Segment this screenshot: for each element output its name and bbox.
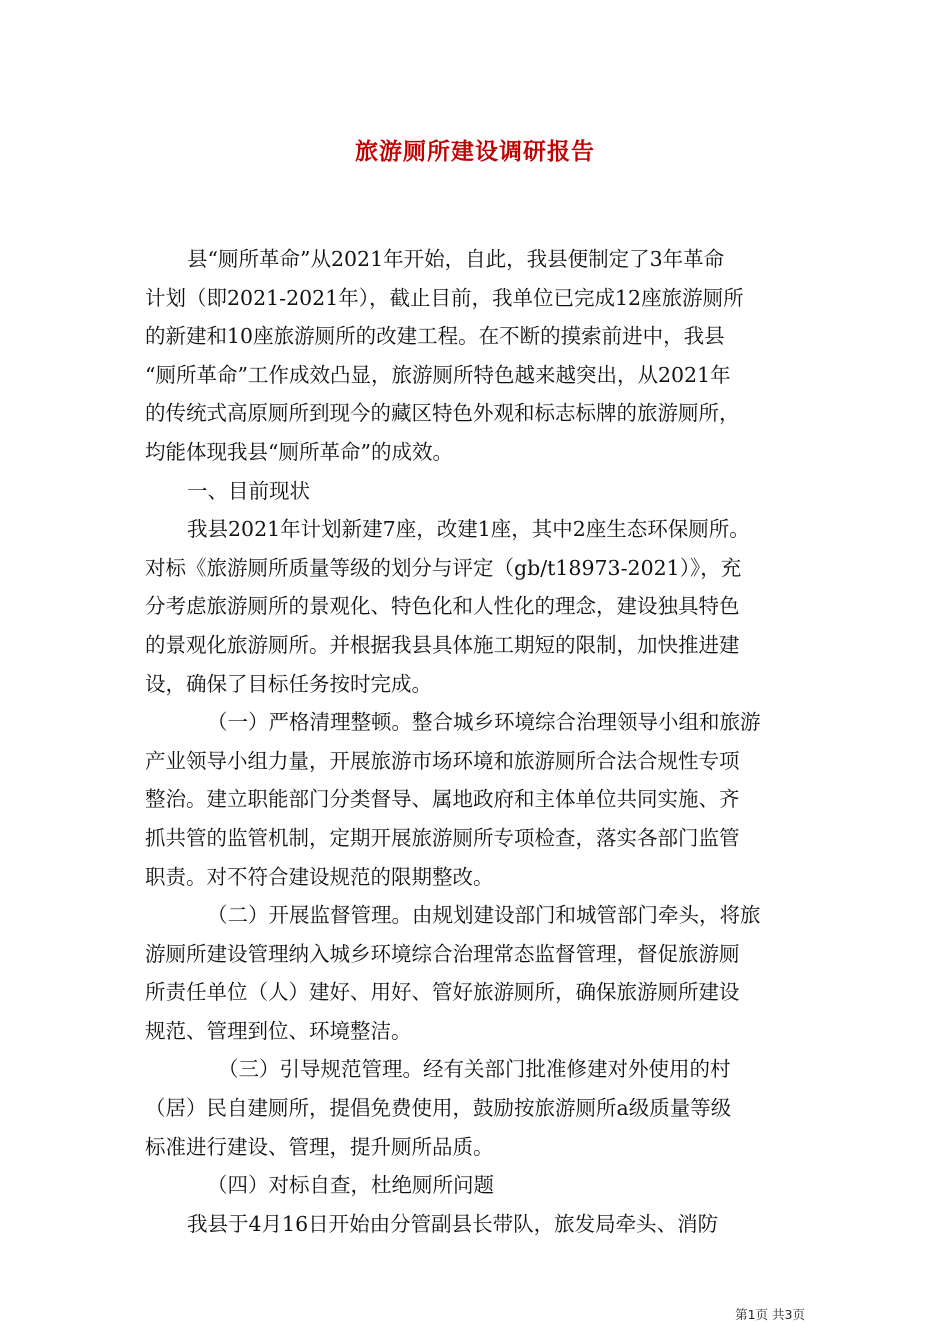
section-heading: （四）对标自查，杜绝厕所问题 — [207, 1173, 494, 1198]
paragraph-line: 的传统式高原厕所到现今的藏区特色外观和标志标牌的旅游厕所， — [145, 401, 740, 426]
paragraph-line: 标准进行建设、管理，提升厕所品质。 — [145, 1134, 494, 1159]
paragraph-line: 我县于4月16日开始由分管副县长带队，旅发局牵头、消防 — [187, 1211, 719, 1236]
document-body — [145, 240, 807, 1243]
paragraph-line: 产业领导小组力量，开展旅游市场环境和旅游厕所合法合规性专项 — [145, 748, 740, 773]
paragraph-line: 分考虑旅游厕所的景观化、特色化和人性化的理念，建设独具特色 — [145, 594, 740, 619]
paragraph-line: （二）开展监督管理。由规划建设部门和城管部门牵头，将旅 — [207, 903, 761, 928]
paragraph-line: 抓共管的监管机制，定期开展旅游厕所专项检查，落实各部门监管 — [145, 825, 740, 850]
page-number: 第1页 共3页 — [735, 1307, 805, 1322]
paragraph-line: 对标《旅游厕所质量等级的划分与评定（gb/t18973-2021）》，充 — [145, 555, 742, 580]
paragraph-line: 的新建和10座旅游厕所的改建工程。在不断的摸索前进中，我县 — [145, 324, 725, 349]
paragraph-line: 职责。对不符合建设规范的限期整改。 — [145, 864, 494, 889]
paragraph-line: 设，确保了目标任务按时完成。 — [145, 671, 432, 696]
paragraph-line: “厕所革命”工作成效凸显，旅游厕所特色越来越突出，从2021年 — [145, 362, 731, 387]
document-title: 旅游厕所建设调研报告 — [355, 139, 595, 165]
paragraph-line: （一）严格清理整顿。整合城乡环境综合治理领导小组和旅游 — [207, 710, 761, 735]
paragraph-line: 均能体现我县“厕所革命”的成效。 — [145, 439, 453, 464]
paragraph-line: 游厕所建设管理纳入城乡环境综合治理常态监督管理，督促旅游厕 — [145, 941, 740, 966]
paragraph-line: 整治。建立职能部门分类督导、属地政府和主体单位共同实施、齐 — [145, 787, 740, 812]
paragraph-line: （居）民自建厕所，提倡免费使用，鼓励按旅游厕所a级质量等级 — [145, 1096, 732, 1121]
paragraph-line: 县“厕所革命”从2021年开始，自此，我县便制定了3年革命 — [187, 247, 725, 271]
paragraph-line: 我县2021年计划新建7座，改建1座，其中2座生态环保厕所。 — [187, 517, 750, 542]
section-heading: 一、目前现状 — [187, 478, 310, 503]
paragraph-line: 所责任单位（人）建好、用好、管好旅游厕所，确保旅游厕所建设 — [145, 980, 740, 1005]
paragraph-line: 计划（即2021-2021年），截止目前，我单位已完成12座旅游厕所 — [145, 285, 744, 310]
paragraph-line: （三）引导规范管理。经有关部门批准修建对外使用的村 — [218, 1057, 731, 1082]
paragraph-line: 的景观化旅游厕所。并根据我县具体施工期短的限制，加快推进建 — [145, 632, 740, 657]
paragraph-line: 规范、管理到位、环境整洁。 — [145, 1018, 412, 1043]
